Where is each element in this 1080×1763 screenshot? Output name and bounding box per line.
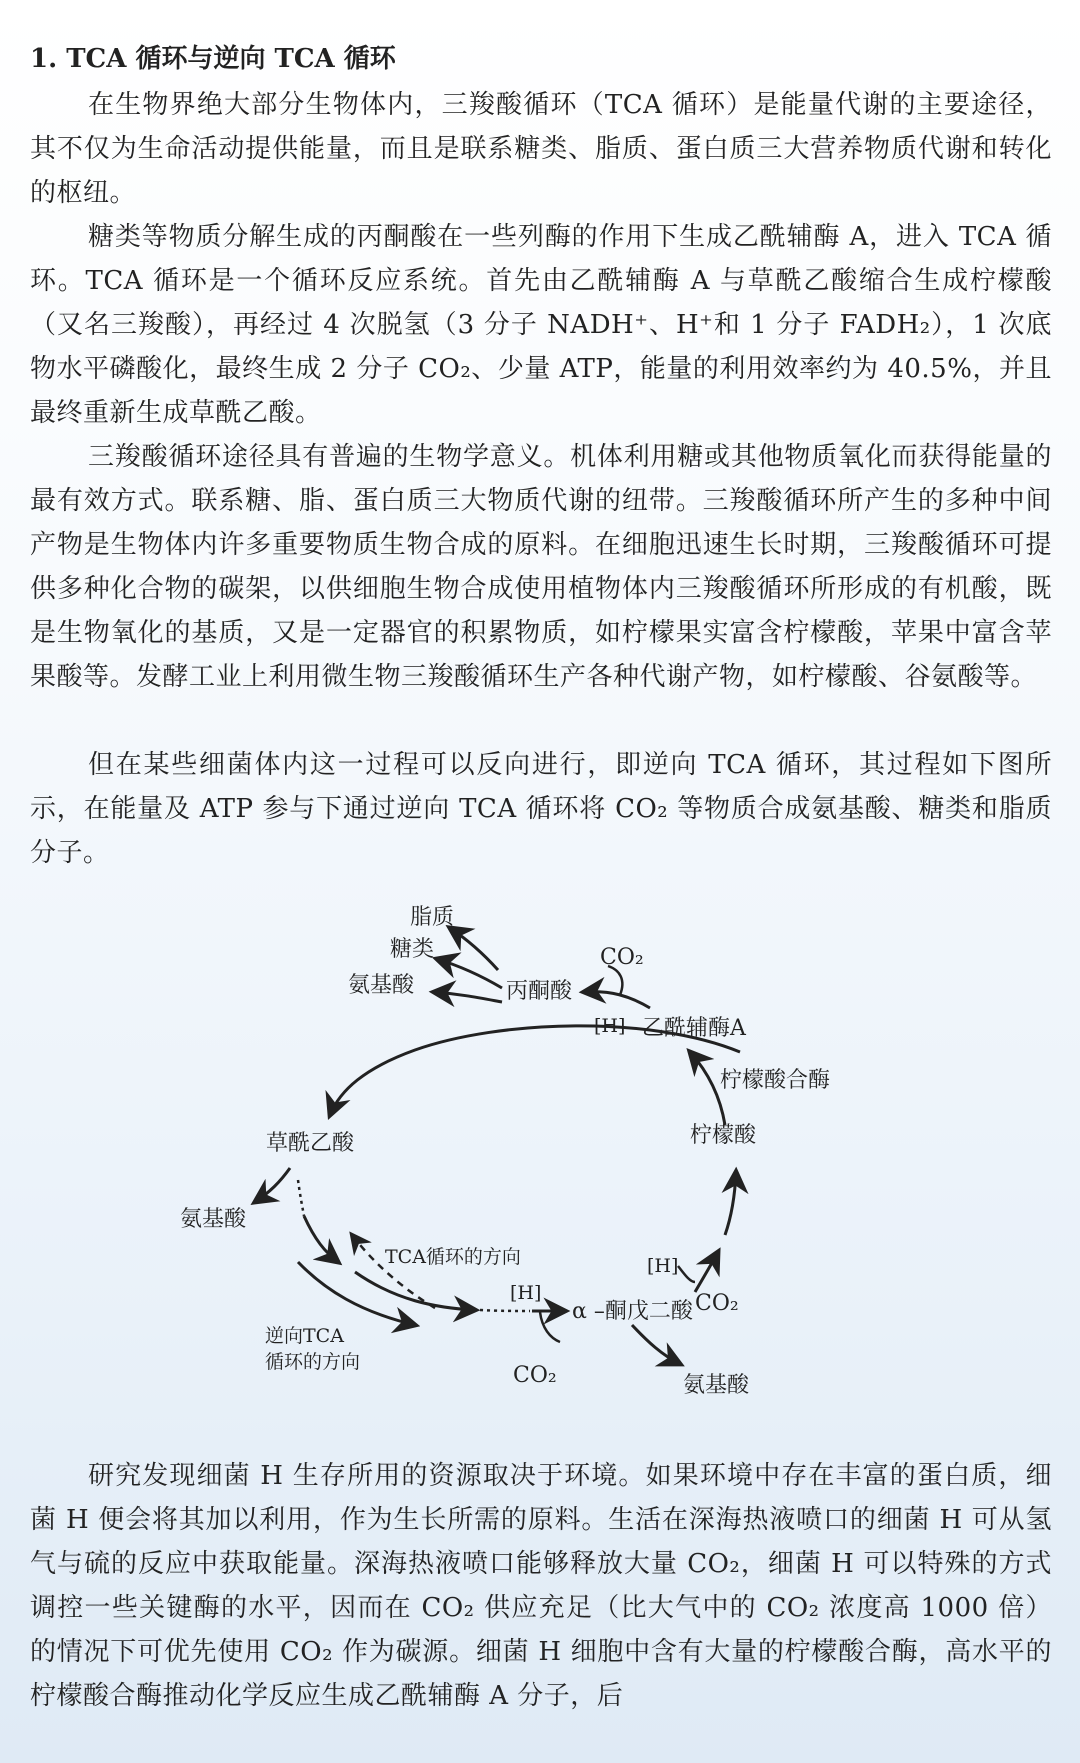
label-amino-top: 氨基酸	[348, 973, 415, 998]
label-sugar: 糖类	[390, 937, 435, 962]
arrow-pyruvate-lipid	[450, 928, 498, 970]
label-reverse-tca-2: 循环的方向	[265, 1351, 361, 1373]
arrow-up-to-citrate	[725, 1172, 736, 1235]
co2-out-curve-right	[678, 1266, 695, 1282]
label-alpha-kg: α –酮戊二酸	[572, 1299, 693, 1324]
label-co2-top: CO₂	[600, 945, 644, 970]
label-reverse-tca-1: 逆向TCA	[265, 1325, 344, 1347]
dashed-connector	[298, 1180, 304, 1216]
label-lipid: 脂质	[410, 905, 455, 930]
reverse-tca-cycle-diagram	[180, 880, 960, 1420]
label-tca-direction: TCA循环的方向	[385, 1246, 521, 1268]
co2-in-curve-top	[608, 966, 622, 995]
arrow-alphakg-amino	[632, 1325, 680, 1364]
label-h-mid: [H]	[510, 1282, 542, 1304]
label-h-top: [H]	[594, 1015, 626, 1037]
arrow-acetylcoa-pyruvate	[584, 992, 650, 1008]
label-h-right: [H]	[647, 1255, 679, 1277]
section-heading: 1. TCA 循环与逆向 TCA 循环	[30, 44, 396, 74]
label-amino-bottom: 氨基酸	[683, 1373, 750, 1398]
paragraph-2: 糖类等物质分解生成的丙酮酸在一些列酶的作用下生成乙酰辅酶 A，进入 TCA 循环。TCA 循环是一个循环反应系统。首先由乙酰辅酶 A 与草酰乙酸缩合生成柠檬酸（又名三羧酸），再经过 4 次脱氢（3 分子 NADH⁺、H⁺和 1 分子 FADH₂），1 次底物水平磷酸化，最终生成 2 分子 CO₂、少量 ATP，能量的利用效率约为 40.5%，并且最终重新生成草酰乙酸。	[30, 222, 1052, 428]
label-acetyl-coa: 乙酰辅酶A	[642, 1016, 746, 1041]
arrow-oxaloacetate-down	[304, 1216, 338, 1262]
arrow-alphakg-up	[695, 1252, 718, 1292]
paragraph-4: 但在某些细菌体内这一过程可以反向进行，即逆向 TCA 循环，其过程如下图所示，在能量及 ATP 参与下通过逆向 TCA 循环将 CO₂ 等物质合成氨基酸、糖类和脂质分子。	[30, 750, 1052, 868]
paragraph-3: 三羧酸循环途径具有普遍的生物学意义。机体利用糖或其他物质氧化而获得能量的最有效方式。联系糖、脂、蛋白质三大物质代谢的纽带。三羧酸循环所产生的多种中间产物是生物体内许多重要物质生物合成的原料。在细胞迅速生长时期，三羧酸循环可提供多种化合物的碳架，以供细胞生物合成使用植物体内三羧酸循环所形成的有机酸，既是生物氧化的基质，又是一定器官的积累物质，如柠檬果实富含柠檬酸，苹果中富含苹果酸等。发酵工业上利用微生物三羧酸循环生产各种代谢产物，如柠檬酸、谷氨酸等。	[30, 442, 1052, 692]
label-oxaloacetate: 草酰乙酸	[266, 1131, 355, 1156]
label-citrate: 柠檬酸	[690, 1123, 757, 1148]
label-citrate-synthase: 柠檬酸合酶	[720, 1068, 831, 1093]
paragraph-1: 在生物界绝大部分生物体内，三羧酸循环（TCA 循环）是能量代谢的主要途径，其不仅为生命活动提供能量，而且是联系糖类、脂质、蛋白质三大营养物质代谢和转化的枢纽。	[30, 90, 1052, 208]
arrow-mid-to-right	[355, 1272, 475, 1310]
co2-out-curve-bottom	[540, 1312, 560, 1342]
label-co2-right: CO₂	[695, 1291, 739, 1316]
label-amino-left: 氨基酸	[180, 1207, 247, 1232]
label-pyruvate: 丙酮酸	[506, 979, 573, 1004]
arrow-pyruvate-amino	[434, 992, 502, 1002]
dashed-mid	[480, 1310, 530, 1311]
paragraph-5: 研究发现细菌 H 生存所用的资源取决于环境。如果环境中存在丰富的蛋白质，细菌 H 便会将其加以利用，作为生长所需的原料。生活在深海热液喷口的细菌 H 可从氢气与硫的反应中获取能量。深海热液喷口能够释放大量 CO₂，细菌 H 可以特殊的方式调控一些关键酶的水平，因而在 CO₂ 供应充足（比大气中的 CO₂ 浓度高 1000 倍）的情况下可优先使用 CO₂ 作为碳源。细菌 H 细胞中含有大量的柠檬酸合酶，高水平的柠檬酸合酶推动化学反应生成乙酰辅酶 A 分子，后	[30, 1461, 1052, 1711]
label-co2-bottom: CO₂	[513, 1363, 557, 1388]
arrow-oxaloacetate-amino	[255, 1168, 290, 1202]
